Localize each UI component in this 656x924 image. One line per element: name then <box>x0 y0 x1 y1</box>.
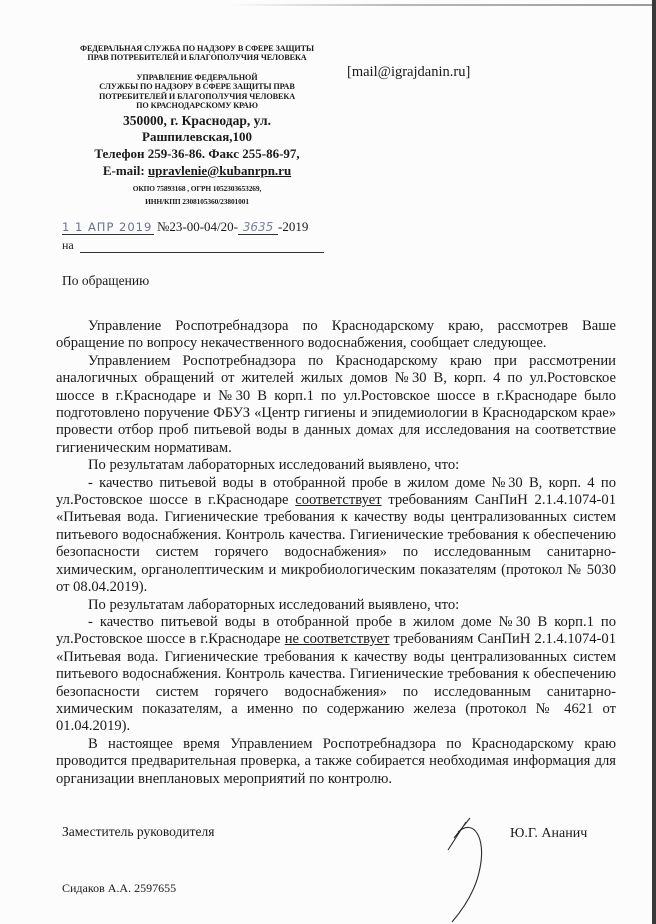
paragraph-intro: Управление Роспотребнадзора по Краснодарскому краю, рассмотрев Ваше обращение по вопросу некачественного водоснабжения, сообщает следующее. <box>56 318 616 352</box>
reply-to-line <box>62 238 324 253</box>
result-korp4-verdict: соответствует <box>295 492 382 509</box>
phone-fax: Телефон 259-36-86. Факс 255-86-97, <box>94 145 300 161</box>
paragraph-current-status: В настоящее время Управлением Роспотребнадзора по Краснодарскому краю проводится предварительная проверка, а также собирается необходимая информация для организации внеплановых мероприятий по контролю. <box>56 735 616 787</box>
result-korp1-text: - качество питьевой воды в отобранной пробе в жилом доме №30 В корп.1 по ул.Ростовское шоссе в г.Краснодаре <box>56 613 616 648</box>
email-link[interactable]: upravlenie@kubanrpn.ru <box>147 162 292 178</box>
na-label: на <box>62 238 74 252</box>
department-line4: ПО КРАСНОДАРСКОМУ КРАЮ <box>136 101 258 111</box>
result-korp4-text: - качество питьевой воды в отобранной пробе в жилом доме №30 В, корп. 4 по ул.Ростовское шоссе в г.Краснодаре <box>56 474 616 509</box>
paragraph-result-korp1 <box>56 614 616 736</box>
inn-kpp: ИНН/КПП 2308105360/23801001 <box>145 197 249 207</box>
registration-number-handwritten: 3635 <box>238 220 278 235</box>
agency-name-line1: ФЕДЕРАЛЬНАЯ СЛУЖБА ПО НАДЗОРУ В СФЕРЕ ЗАЩИТЫ <box>80 44 314 53</box>
date-stamp: 1 1 АПР 2019 <box>62 220 153 234</box>
email-label: E-mail: <box>102 162 148 178</box>
paragraph-results-heading-2: По результатам лабораторных исследований выявлено, что: <box>88 596 460 613</box>
signer-name: Ю.Г. Ананич <box>510 826 588 841</box>
registration-number-suffix: -2019 <box>278 219 309 234</box>
paragraph-results-heading-1: По результатам лабораторных исследований выявлено, что: <box>88 457 460 474</box>
reply-to-blank <box>80 240 324 253</box>
signer-title: Заместитель руководителя <box>62 824 215 839</box>
registration-number-prefix: №23-00-04/20- <box>157 219 239 234</box>
scan-top-edge <box>230 4 652 6</box>
department-line1: УПРАВЛЕНИЕ ФЕДЕРАЛЬНОЙ <box>136 72 258 82</box>
paragraph-actions: Управлением Роспотребнадзора по Краснодарскому краю при рассмотрении аналогичных обращений от жителей жилых домов №30 В, корп. 4 по ул.Ростовское шоссе в г.Краснодаре и №30 В корп.1 по ул.Ростовское шоссе в г.Краснодаре было подготовлено поручение ФБУЗ «Центр гигиены и эпидемиологии в Краснодарском крае» провести отбор проб питьевой воды в данных домах для исследования на соответствие гигиеническим нормативам. <box>56 352 616 456</box>
result-korp4-details: требованиям СанПиН 2.1.4.1074-01 «Питьевая вода. Гигиенические требования к качеству воды централизованных систем питьевого водоснабжения. Контроль качества. Гигиенические требования к обеспечению безопасности систем горячего водоснабжения» по исследованным санитарно-химическим, органолептическим и микробиологическим показателям (протокол № 5030 от 08.04.2019). <box>56 492 616 596</box>
result-korp1-verdict: не соответствует <box>284 631 390 648</box>
letter-body <box>56 318 616 788</box>
registration-line <box>62 219 322 235</box>
paragraph-result-korp4 <box>56 475 616 597</box>
department-line3: ПОТРЕБИТЕЛЕЙ И БЛАГОПОЛУЧИЯ ЧЕЛОВЕКА <box>98 91 296 101</box>
agency-name-line2: ПРАВ ПОТРЕБИТЕЛЕЙ И БЛАГОПОЛУЧИЯ ЧЕЛОВЕКА <box>87 53 307 63</box>
subject-line: По обращению <box>62 273 150 288</box>
executor-contact: Сидаков А.А. 2597655 <box>62 881 177 895</box>
address-line1: 350000, г. Краснодар, ул. <box>123 112 271 128</box>
result-korp1-details: требованиям СанПиН 2.1.4.1074-01 «Питьевая вода. Гигиенические требования к качеству воды централизованных систем питьевого водоснабжения. Контроль качества. Гигиенические требования к обеспечению безопасности систем горячего водоснабжения» по исследованным санитарно-химическим показателям, а именно по содержанию железа (протокол № 4621 от 01.04.2019). <box>56 631 616 735</box>
okpo-ogrn: ОКПО 75893168 , ОГРН 1052303653269, <box>132 183 262 193</box>
scan-right-edge <box>652 0 656 924</box>
email-line <box>52 163 342 180</box>
department-line2: СЛУЖБЫ ПО НАДЗОРУ В СФЕРЕ ЗАЩИТЫ ПРАВ <box>99 82 295 92</box>
recipient-address: [mail@igrajdanin.ru] <box>347 64 471 80</box>
address-line2: Рашпилевская,100 <box>142 129 252 145</box>
letterhead <box>52 44 342 207</box>
